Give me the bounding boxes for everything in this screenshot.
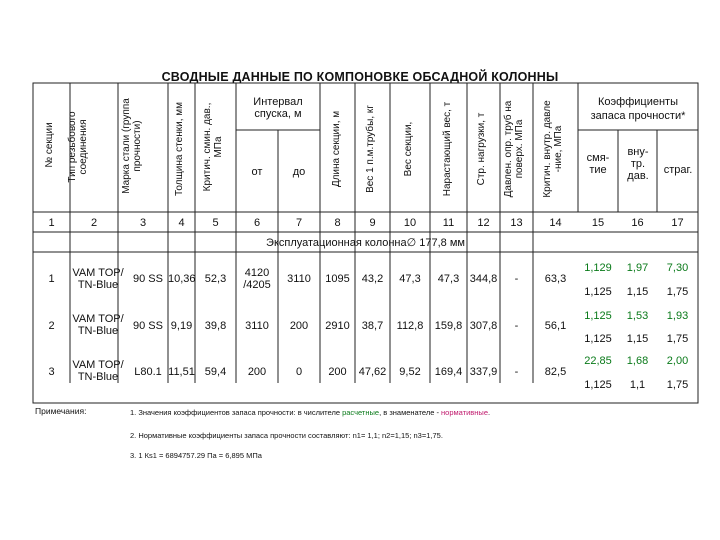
row3-number: 3 [48,366,55,378]
note-1-part-b: , в знаменателе - [379,408,442,417]
row2-thread [68,313,128,337]
row2-k1-norm: 1,125 [584,333,612,345]
note-1-calc: расчетные [342,408,380,417]
row2-critin: 56,1 [544,320,567,332]
row1-number: 1 [48,273,55,285]
header-section-weight: Вес секции, [403,121,414,177]
row2-wsec: 112,8 [396,320,424,332]
header-crit-collapse: Критич. смин. дав., МПа [202,102,224,192]
note-1-norm: нормативные [441,408,488,417]
row1-wcum: 47,3 [437,273,460,285]
note-1 [130,408,490,417]
row1-w1: 43,2 [361,273,384,285]
row3-thread [68,359,128,383]
row2-load: 307,8 [469,320,498,332]
row1-k3-norm: 1,75 [666,286,689,298]
header-steel-grade: Марка стали (группа прочности) [121,98,143,194]
col-num-14: 14 [549,217,562,229]
row1-load: 344,8 [469,273,498,285]
row2-press: - [514,320,519,332]
row3-k2-norm: 1,1 [629,379,646,391]
header-tensile-load: Стр. нагрузки, т [476,112,487,186]
col-num-13: 13 [510,217,523,229]
row1-k1-norm: 1,125 [584,286,612,298]
row3-w1: 47,62 [358,366,387,378]
row1-crit: 52,3 [204,273,227,285]
row3-k1-calc: 22,85 [584,355,612,367]
col-num-5: 5 [212,217,219,229]
row1-wall: 10,36 [168,273,196,285]
note-2: 2. Нормативные коэффициенты запаса прочности составляют: n1= 1,1; n2=1,15; n3=1,75. [130,431,443,440]
col-num-10: 10 [403,217,417,229]
row3-wsec: 9,52 [399,366,421,378]
row1-k1-calc: 1,129 [584,262,612,274]
col-num-6: 6 [253,217,261,229]
row2-thread-text: VAM TOP/ TN-Blue [72,313,124,337]
row1-press: - [514,273,519,285]
col-num-7: 7 [295,217,303,229]
row1-steel: 90 SS [133,273,163,285]
row1-k3-calc: 7,30 [666,262,689,274]
row3-to: 0 [295,366,303,378]
row2-k3-norm: 1,75 [666,333,689,345]
header-weight-per-meter: Вес 1 п.м.трубы, кг [365,105,376,193]
row3-k3-calc: 2,00 [666,355,689,367]
row1-thread-text: VAM TOP/ TN-Blue [72,267,124,291]
row2-length: 2910 [325,320,350,332]
col-num-11: 11 [442,217,455,229]
row2-number: 2 [48,320,55,332]
row3-k1-norm: 1,125 [584,379,612,391]
header-from: от [251,166,263,178]
row3-steel: L80.1 [134,366,162,378]
header-safety-factors: Коэффициенты запаса прочности* [590,96,686,122]
header-thread-type: Тип резьбового соединения [67,111,89,183]
col-num-17: 17 [671,217,684,229]
note-1-part-c: . [488,408,491,417]
row3-length: 200 [328,366,347,378]
row3-load: 337,9 [469,366,498,378]
row1-from: 4120 /4205 [243,267,271,291]
row2-k1-calc: 1,125 [584,310,612,322]
header-interval: Интервал спуска, м [253,96,303,120]
row2-wcum: 159,8 [434,320,463,332]
row1-k2-calc: 1,97 [626,262,649,274]
col-num-4: 4 [178,217,185,229]
row3-critin: 82,5 [544,366,567,378]
header-tension: страг. [663,164,693,176]
row3-wcum: 169,4 [434,366,463,378]
row3-press: - [514,366,519,378]
row1-to: 3110 [287,273,311,285]
row1-length: 1095 [325,273,350,285]
col-num-15: 15 [591,217,605,229]
row1-thread [68,267,128,291]
section-label: Эксплуатационная колонна∅ 177,8 мм [266,237,465,249]
notes-label: Примечания: [35,406,87,416]
col-num-3: 3 [139,217,147,229]
row3-wall: 11,51 [168,366,195,378]
header-pressure-test: Давлен. опр. труб на поверх. МПа [503,100,525,198]
row2-wall: 9,19 [170,320,193,332]
header-section-number: № секции [44,122,55,168]
row2-from: 3110 [245,320,269,332]
row2-w1: 38,7 [361,320,384,332]
header-collapse: смя- тие [586,152,610,176]
header-cumulative-weight: Нарастающий вес, т [442,101,453,197]
row2-steel: 90 SS [133,320,163,332]
row3-crit: 59,4 [204,366,227,378]
col-num-12: 12 [477,217,490,229]
row1-critin: 63,3 [544,273,567,285]
note-1-part-a: 1. Значения коэффициентов запаса прочности: в числителе [130,408,343,417]
col-num-9: 9 [369,217,376,229]
row2-k2-calc: 1,53 [626,310,649,322]
col-num-1: 1 [48,217,55,229]
header-crit-internal: Критич. внутр. давле -ние, МПа [542,100,564,198]
header-to: до [292,166,306,178]
header-internal-pressure: вну- тр. дав. [627,146,649,182]
col-num-16: 16 [631,217,644,229]
row3-k2-calc: 1,68 [626,355,649,367]
row2-k3-calc: 1,93 [666,310,689,322]
header-wall-thickness: Толщина стенки, мм [174,102,185,196]
col-num-8: 8 [334,217,341,229]
header-section-length: Длина секции, м [331,110,342,188]
row3-from: 200 [247,366,267,378]
row2-to: 200 [289,320,309,332]
row2-crit: 39,8 [204,320,227,332]
note-3: 3. 1 Кs1 = 6894757.29 Па = 6,895 МПа [130,451,262,460]
page-title: СВОДНЫЕ ДАННЫЕ ПО КОМПОНОВКЕ ОБСАДНОЙ КОЛОННЫ [161,70,559,84]
row3-thread-text: VAM TOP/ TN-Blue [72,359,124,383]
row3-k3-norm: 1,75 [666,379,689,391]
row1-k2-norm: 1,15 [626,286,649,298]
row2-k2-norm: 1,15 [626,333,649,345]
row1-wsec: 47,3 [399,273,421,285]
col-num-2: 2 [90,217,98,229]
